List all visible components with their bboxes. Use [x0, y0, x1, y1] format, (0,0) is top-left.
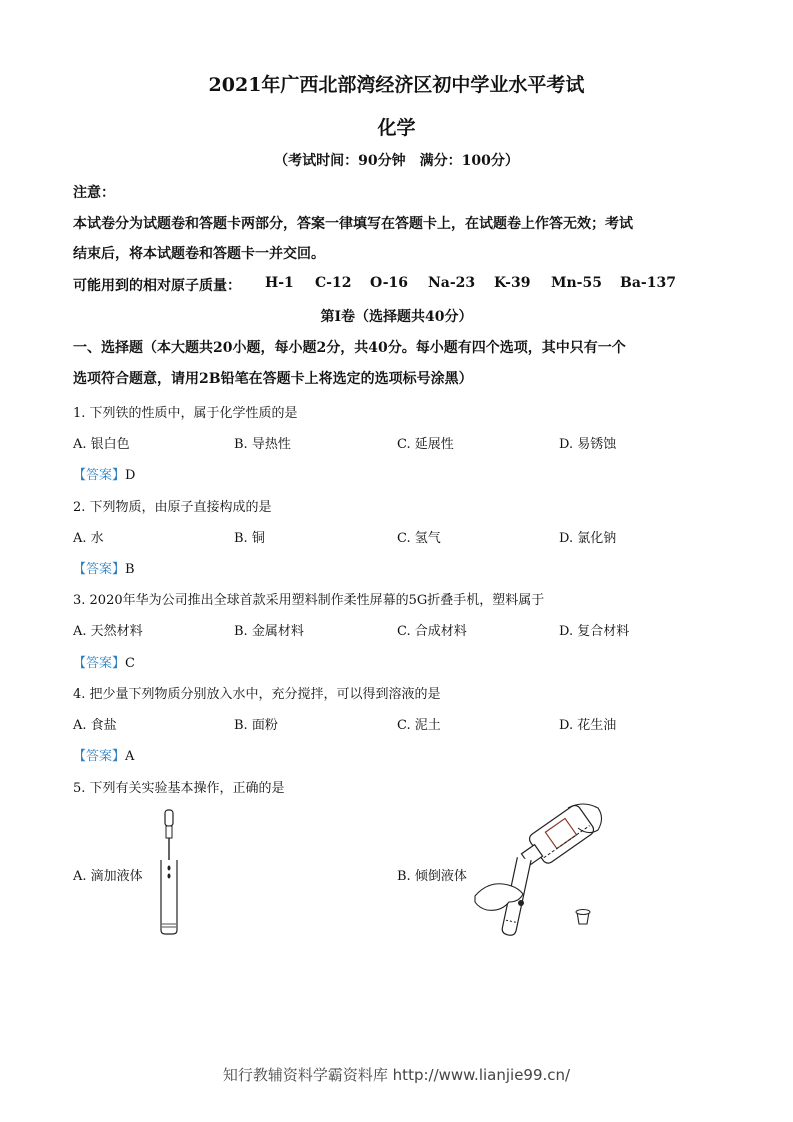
question-2-option-d: D. 氯化钠	[559, 531, 617, 546]
question-2-stem: 2. 下列物质，由原子直接构成的是	[73, 500, 272, 515]
question-4-answer	[73, 745, 134, 764]
section-intro-line-2: 选项符合题意，请用2B铅笔在答题卡上将选定的选项标号涂黑）	[73, 371, 473, 387]
answer-value: C	[125, 656, 135, 671]
question-1-answer	[73, 464, 135, 483]
question-1-option-a: A. 银白色	[73, 437, 130, 452]
question-3-option-d: D. 复合材料	[559, 624, 630, 639]
question-2-option-a: A. 水	[73, 531, 104, 546]
exam-title: 2021年广西北部湾经济区初中学业水平考试	[208, 74, 585, 96]
section-intro-line-1: 一、选择题（本大题共20小题，每小题2分，共40分。每小题有四个选项，其中只有一个	[73, 340, 626, 356]
answer-value: D	[125, 468, 136, 483]
exam-info: （考试时间：90分钟 满分：100分）	[274, 153, 519, 169]
atomic-mass-o: O-16	[370, 275, 409, 291]
footer-watermark: 知行教辅资料学霸资料库 http://www.lianjie99.cn/	[222, 1066, 571, 1084]
question-5-stem: 5. 下列有关实验基本操作，正确的是	[73, 781, 285, 796]
answer-value: B	[125, 562, 135, 577]
subject-title: 化学	[377, 117, 416, 139]
question-1-stem: 1. 下列铁的性质中，属于化学性质的是	[73, 406, 298, 421]
dropper-illustration	[155, 808, 185, 938]
question-3-option-c: C. 合成材料	[397, 624, 467, 639]
question-2-answer	[73, 558, 135, 577]
atomic-mass-label: 可能用到的相对原子质量：	[73, 278, 241, 294]
question-4-option-b: B. 面粉	[234, 718, 278, 733]
question-4-option-a: A. 食盐	[73, 718, 117, 733]
answer-value: A	[125, 749, 135, 764]
atomic-mass-c: C-12	[315, 275, 352, 291]
question-1-option-d: D. 易锈蚀	[559, 437, 617, 452]
atomic-mass-h: H-1	[265, 275, 294, 291]
question-2-option-b: B. 铜	[234, 531, 265, 546]
question-4-option-d: D. 花生油	[559, 718, 617, 733]
answer-tag: 【答案】	[73, 749, 126, 764]
notes-line-1: 本试卷分为试题卷和答题卡两部分，答案一律填写在答题卡上，在试题卷上作答无效；考试	[73, 216, 633, 232]
question-3-answer	[73, 652, 135, 671]
pouring-liquid-illustration	[473, 798, 613, 940]
answer-tag: 【答案】	[73, 656, 126, 671]
question-3-stem: 3. 2020年华为公司推出全球首款采用塑料制作柔性屏幕的5G折叠手机，塑料属于	[73, 593, 545, 608]
question-4-option-c: C. 泥土	[397, 718, 441, 733]
notes-heading: 注意：	[73, 185, 115, 201]
volume-title: 第I卷（选择题共40分）	[320, 309, 473, 325]
atomic-mass-na: Na-23	[428, 275, 476, 291]
atomic-mass-k: K-39	[494, 275, 531, 291]
atomic-mass-mn: Mn-55	[551, 275, 602, 291]
answer-tag: 【答案】	[73, 468, 126, 483]
atomic-mass-ba: Ba-137	[620, 275, 676, 291]
notes-line-2: 结束后，将本试题卷和答题卡一并交回。	[73, 246, 325, 262]
question-3-option-a: A. 天然材料	[73, 624, 143, 639]
question-4-stem: 4. 把少量下列物质分别放入水中，充分搅拌，可以得到溶液的是	[73, 687, 441, 702]
question-5-option-b: B. 倾倒液体	[397, 869, 467, 884]
question-1-option-b: B. 导热性	[234, 437, 291, 452]
answer-tag: 【答案】	[73, 562, 126, 577]
question-3-option-b: B. 金属材料	[234, 624, 304, 639]
question-5-option-a: A. 滴加液体	[73, 869, 143, 884]
question-2-option-c: C. 氢气	[397, 531, 441, 546]
question-1-option-c: C. 延展性	[397, 437, 454, 452]
